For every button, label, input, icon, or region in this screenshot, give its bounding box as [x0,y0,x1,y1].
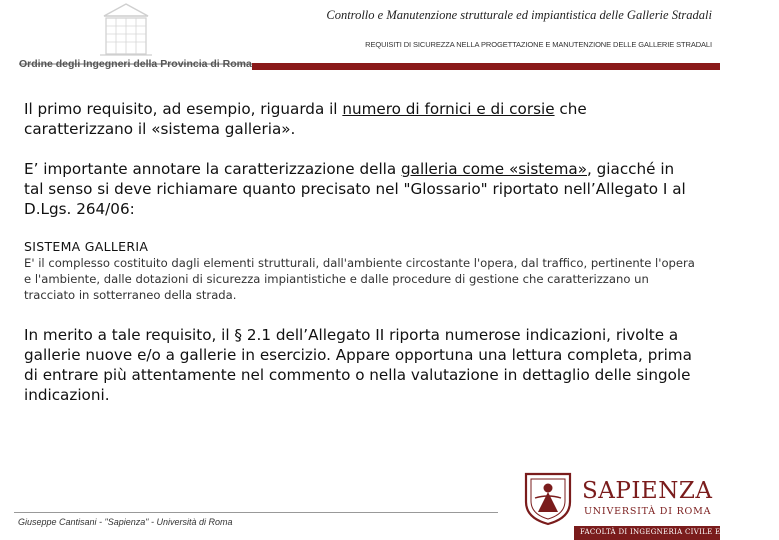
p1-text-end: che caratterizzano il «sistema galleria». [24,100,587,138]
p2-text-start: E’ importante annotare la caratterizzazione della [24,160,402,178]
p1-underlined-phrase: numero di fornici e di corsie [342,100,555,118]
footer-author: Giuseppe Cantisani - "Sapienza" - Università di Roma [18,517,233,527]
slide-content [24,99,698,405]
header-divider-bar [252,63,720,70]
p2-text-end: , giacché in tal senso si deve richiamare quanto precisato nel "Glossario" riportato nell’Allegato I al D.Lgs. 264/06: [24,160,686,218]
paragraph-annex-reference: In merito a tale requisito, il § 2.1 dell’Allegato II riporta numerose indicazioni, rivolte a gallerie nuove e/o a gallerie in esercizio. Appare opportuna una lettura completa, prima di entrare più attentamente nel commento o nella valutazione in dettaglio delle singole indicazioni. [24,326,692,404]
organization-label: Ordine degli Ingegneri della Provincia di Roma [19,58,252,70]
footer-divider [14,512,498,513]
sapienza-seal-icon [522,468,574,526]
p2-underlined-phrase: galleria come «sistema» [401,160,587,178]
definition-text: E' il complesso costituito dagli elementi strutturali, dall'ambiente circostante l'opera, dal traffico, pertinente l'opera e l'ambiente, dalle dotazioni di sicurezza impiantistiche e dalle procedure di gestione che caratterizzano un tracciato in sotterraneo della strada. [24,256,695,302]
presentation-title: Controllo e Manutenzione strutturale ed impiantistica delle Gallerie Stradali [326,8,712,22]
paragraph-system-note [24,159,698,219]
p1-text-start: Il primo requisito, ad esempio, riguarda il [24,100,343,118]
faculty-name: FACOLTÀ DI INGEGNERIA CIVILE E INDUSTRIALE [580,528,779,536]
building-logo-icon [96,2,154,58]
university-city: UNIVERSITÀ DI ROMA [584,506,712,517]
definition-term: SISTEMA GALLERIA [24,239,149,254]
university-name: SAPIENZA [582,478,713,504]
paragraph-first-requirement [24,99,698,139]
presentation-subtitle: REQUISITI DI SICUREZZA NELLA PROGETTAZIONE E MANUTENZIONE DELLE GALLERIE STRADALI [365,40,712,49]
